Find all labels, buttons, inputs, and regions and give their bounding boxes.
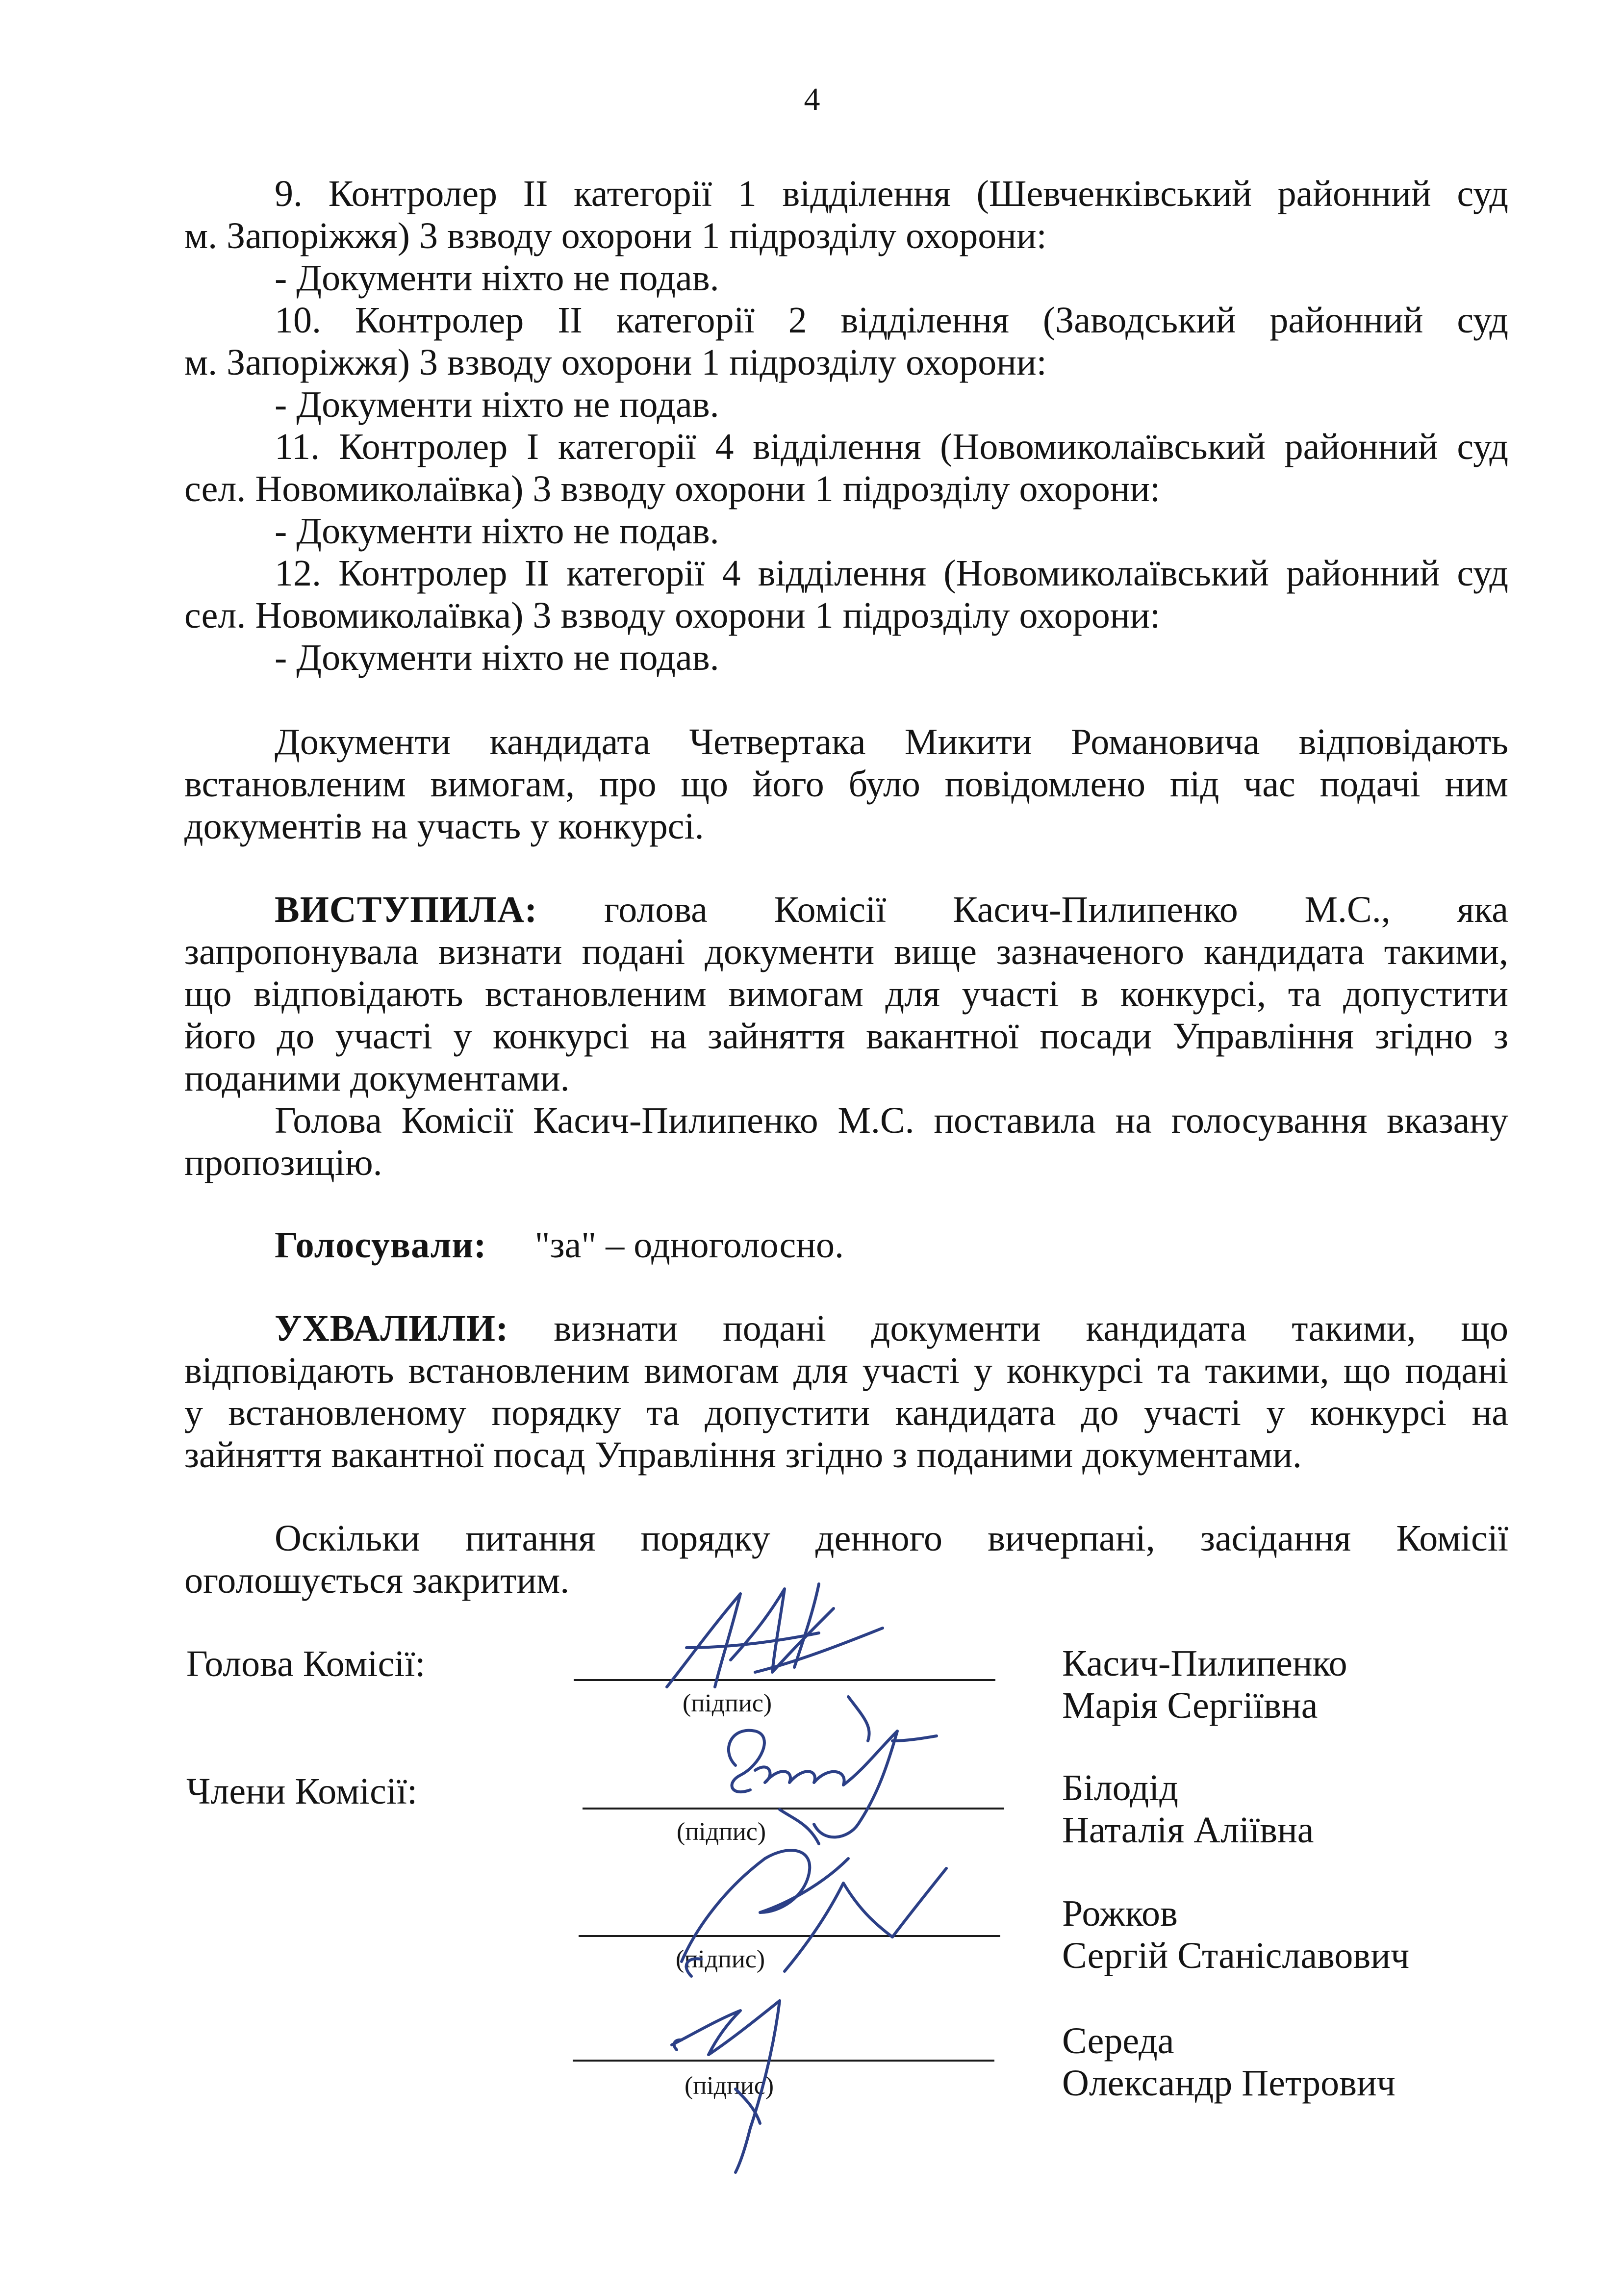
spoke-line-5: поданими документами.: [184, 1058, 570, 1099]
signature-caption-chair: (підпис): [683, 1689, 772, 1717]
item-11-line-1: 11. Контролер І категорії 4 відділення (Новомиколаївський районний суд: [275, 426, 1508, 467]
signer-1-surname: Касич-Пилипенко: [1062, 1643, 1347, 1684]
item-11-result: - Документи ніхто не подав.: [275, 510, 719, 552]
members-label: Члени Комісії:: [186, 1771, 418, 1812]
signature-caption-member-1: (підпис): [677, 1818, 766, 1846]
signer-1-given-names: Марія Сергіївна: [1062, 1684, 1318, 1726]
spoke-line-2: запропонувала визнати подані документи вище зазначеного кандидата такими,: [184, 931, 1508, 972]
chair-label: Голова Комісії:: [186, 1643, 426, 1684]
signer-4-surname: Середа: [1062, 2020, 1174, 2062]
signer-3-given-names: Сергій Станіславович: [1062, 1935, 1410, 1976]
item-12-line-2: сел. Новомиколаївка) 3 взводу охорони 1 підрозділу охорони:: [184, 595, 1161, 636]
signature-caption-member-3: (підпис): [685, 2072, 774, 2100]
spoke-line-3: що відповідають встановленим вимогам для участі в конкурсі, та допустити: [184, 973, 1508, 1015]
signer-3-name: [1062, 1893, 1409, 1977]
signer-2-given-names: Наталія Аліївна: [1062, 1809, 1314, 1851]
voted-result: "за" – одноголосно.: [534, 1224, 844, 1266]
handwritten-signature-member-2: [662, 1829, 956, 1986]
signer-4-name: [1062, 2020, 1396, 2105]
spoke-line-4: його до участі у конкурсі на зайняття вакантної посади Управління згідно з: [184, 1016, 1508, 1057]
voted-label: Голосували:: [275, 1224, 487, 1266]
candidate-paragraph-line-1: Документи кандидата Четвертака Микити Романовича відповідають: [275, 721, 1508, 763]
decided-line-4: зайняття вакантної посад Управління згідно з поданими документами.: [184, 1434, 1302, 1476]
item-9-line-1: 9. Контролер ІІ категорії 1 відділення (Шевченківський районний суд: [275, 173, 1508, 214]
spoke-line-1-text: голова Комісії Касич-Пилипенко М.С., яка: [604, 889, 1508, 930]
closing-line-2: оголошується закритим.: [184, 1560, 570, 1601]
item-11-line-2: сел. Новомиколаївка) 3 взводу охорони 1 підрозділу охорони:: [184, 468, 1161, 510]
voted-line: [275, 1224, 1508, 1267]
signer-2-name: [1062, 1767, 1314, 1852]
item-10-line-1: 10. Контролер ІІ категорії 2 відділення (Заводський районний суд: [275, 300, 1508, 341]
item-12-result: - Документи ніхто не подав.: [275, 637, 719, 678]
signer-4-given-names: Олександр Петрович: [1062, 2062, 1396, 2104]
decided-line-1-text: визнати подані документи кандидата такими, що: [554, 1308, 1509, 1349]
item-9-line-2: м. Запоріжжя) 3 взводу охорони 1 підрозділу охорони:: [184, 215, 1047, 256]
decided-line-2: відповідають встановленим вимогам для участі у конкурсі та такими, що подані: [184, 1350, 1508, 1391]
decided-line-3: у встановленому порядку та допустити кандидата до участі у конкурсі на: [184, 1392, 1508, 1433]
spoke-line-1: [275, 889, 1508, 931]
candidate-paragraph-line-3: документів на участь у конкурсі.: [184, 806, 704, 847]
signer-1-name: [1062, 1643, 1347, 1727]
item-10-result: - Документи ніхто не подав.: [275, 384, 719, 425]
item-9-result: - Документи ніхто не подав.: [275, 257, 719, 299]
decided-line-1: [275, 1307, 1508, 1350]
item-10-line-2: м. Запоріжжя) 3 взводу охорони 1 підрозділу охорони:: [184, 342, 1047, 383]
item-12-line-1: 12. Контролер ІІ категорії 4 відділення (Новомиколаївський районний суд: [275, 553, 1508, 594]
page-number: 4: [804, 81, 820, 117]
closing-line-1: Оскільки питання порядку денного вичерпані, засідання Комісії: [275, 1518, 1508, 1559]
decided-label: УХВАЛИЛИ:: [275, 1308, 509, 1349]
signer-2-surname: Білодід: [1062, 1767, 1178, 1809]
signer-3-surname: Рожков: [1062, 1893, 1178, 1934]
handwritten-signature-member-3: [662, 1971, 838, 2177]
vote-put-line-2: пропозицію.: [184, 1142, 382, 1183]
spoke-label: ВИСТУПИЛА:: [275, 889, 538, 930]
handwritten-signature-chair: [657, 1574, 892, 1702]
candidate-paragraph-line-2: встановленим вимогам, про що його було повідомлено під час подачі ним: [184, 764, 1508, 805]
signature-caption-member-2: (підпис): [676, 1945, 765, 1973]
vote-put-line-1: Голова Комісії Касич-Пилипенко М.С. поставила на голосування вказану: [275, 1100, 1508, 1141]
